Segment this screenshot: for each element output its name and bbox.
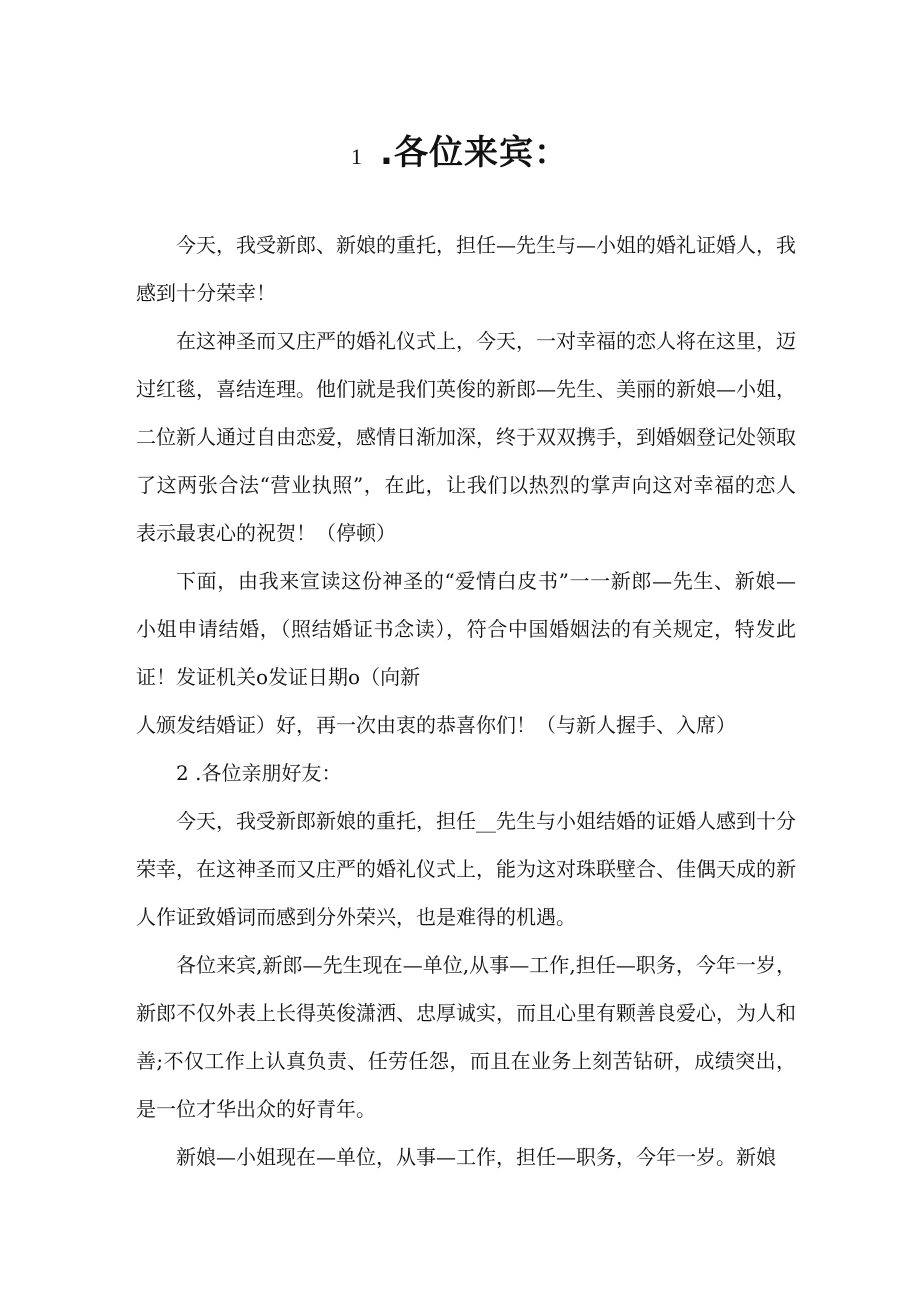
document-body [136,221,796,1181]
title-text: .各位来宾： [380,133,569,173]
paragraph: 今天，我受新郎新娘的重托，担任__先生与小姐结婚的证婚人感到十分荣幸，在这神圣而又庄严的婚礼仪式上，能为这对珠联壁合、佳偶天成的新人作证致婚词而感到分外荣兴，也是难得的机遇。 [136,809,796,929]
title-number: 1 [351,144,363,169]
paragraph: 人颁发结婚证）好，再一次由衷的恭喜你们！（与新人握手、入席） [136,713,736,737]
paragraph: 新娘—小姐现在—单位，从事—工作，担任—职务，今年一岁。新娘 [176,1145,776,1169]
section-heading: 2 .各位亲朋好友： [176,761,342,785]
page-title [0,128,920,184]
paragraph: 各位来宾,新郎—先生现在—单位,从事—工作,担任—职务，今年一岁，新郎不仅外表上长得英俊潇洒、忠厚诚实，而且心里有颗善良爱心，为人和善;不仅工作上认真负责、任劳任怨，而且在业务上刻苦钻研，成绩突出，是一位才华出众的好青年。 [136,953,796,1121]
paragraph: 下面，由我来宣读这份神圣的“爱情白皮书”一一新郎—先生、新娘—小姐申请结婚，（照结婚证书念读），符合中国婚姻法的有关规定，特发此证！发证机关o发证日期o（向新 [136,569,796,689]
paragraph: 在这神圣而又庄严的婚礼仪式上，今天，一对幸福的恋人将在这里，迈过红毯，喜结连理。他们就是我们英俊的新郎—先生、美丽的新娘—小姐，二位新人通过自由恋爱，感情日渐加深，终于双双携手，到婚姻登记处领取了这两张合法“营业执照”，在此，让我们以热烈的掌声向这对幸福的恋人表示最衷心的祝贺！（停顿） [136,329,796,545]
paragraph: 今天，我受新郎、新娘的重托，担任—先生与—小姐的婚礼证婚人，我感到十分荣幸！ [136,233,796,305]
